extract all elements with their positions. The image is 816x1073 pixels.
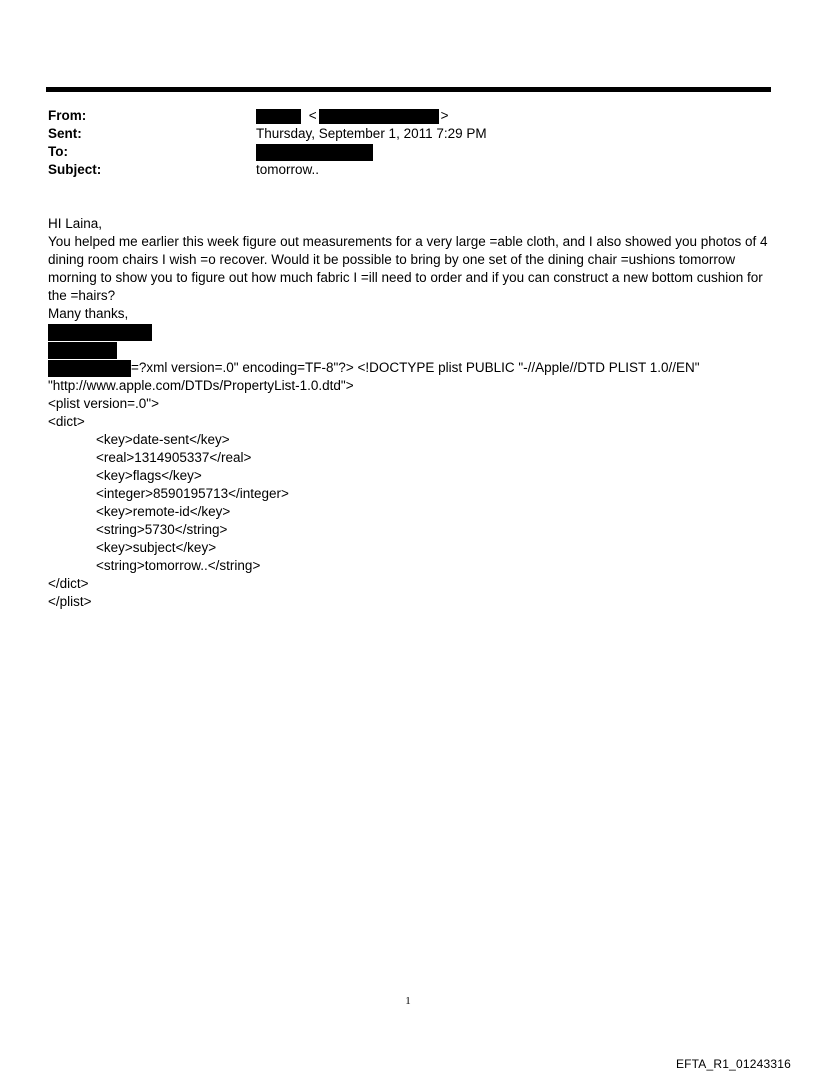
dict-line: <key>subject</key> (96, 540, 217, 555)
subject-value: tomorrow.. (256, 162, 320, 177)
signoff: Many thanks, (48, 306, 129, 321)
document-id: EFTA_R1_01243316 (675, 1057, 791, 1071)
from-close-bracket: > (440, 108, 449, 123)
redaction-block (256, 109, 301, 124)
to-value (256, 143, 373, 161)
from-label: From: (48, 108, 87, 123)
dict-line: <key>date-sent</key> (96, 432, 230, 447)
sent-label: Sent: (48, 126, 82, 141)
dict-open: <dict> (48, 414, 85, 429)
signature-redaction-1 (48, 323, 778, 341)
xml-declaration-line (48, 359, 778, 377)
sent-row (48, 125, 768, 143)
doctype-url: "http://www.apple.com/DTDs/PropertyList-1.0.dtd"> (48, 378, 354, 393)
email-header (48, 107, 768, 179)
from-open-bracket: < (308, 108, 317, 123)
dict-line: <key>remote-id</key> (96, 504, 231, 519)
dict-line: <real>1314905337</real> (96, 450, 252, 465)
redaction-block (256, 144, 373, 161)
from-value (256, 107, 449, 125)
signature-redaction-2 (48, 341, 778, 359)
page-number: 1 (405, 995, 411, 1007)
dict-line: <integer>8590195713</integer> (96, 486, 289, 501)
redaction-block (48, 360, 131, 377)
message-paragraph: You helped me earlier this week figure out measurements for a very large =able cloth, and I also showed you photos of 4 dining room chairs I wish =o recover. Would it be possible to bring by one set of the dining chair =ushions tomorrow morning to show you to figure out how much fabric I =ill need to order and if you can construct a new bottom cushion for the =hairs? (48, 234, 768, 303)
plist-close: </plist> (48, 594, 92, 609)
dict-close: </dict> (48, 576, 89, 591)
redaction-block (48, 342, 117, 359)
plist-open: <plist version=.0"> (48, 396, 159, 411)
dict-line: <key>flags</key> (96, 468, 202, 483)
subject-row (48, 161, 768, 179)
dict-line: <string>5730</string> (96, 522, 228, 537)
redaction-block (319, 109, 439, 124)
redaction-block (48, 324, 152, 341)
greeting: HI Laina, (48, 216, 103, 231)
dict-line: <string>tomorrow..</string> (96, 558, 261, 573)
xml-declaration: =?xml version=.0" encoding=TF-8"?> <!DOCTYPE plist PUBLIC "-//Apple//DTD PLIST 1.0//EN" (131, 360, 700, 375)
header-rule (46, 87, 771, 92)
from-row (48, 107, 768, 125)
subject-label: Subject: (48, 162, 102, 177)
to-row (48, 143, 768, 161)
to-label: To: (48, 144, 68, 159)
sent-value: Thursday, September 1, 2011 7:29 PM (256, 126, 487, 141)
email-body (48, 215, 778, 611)
